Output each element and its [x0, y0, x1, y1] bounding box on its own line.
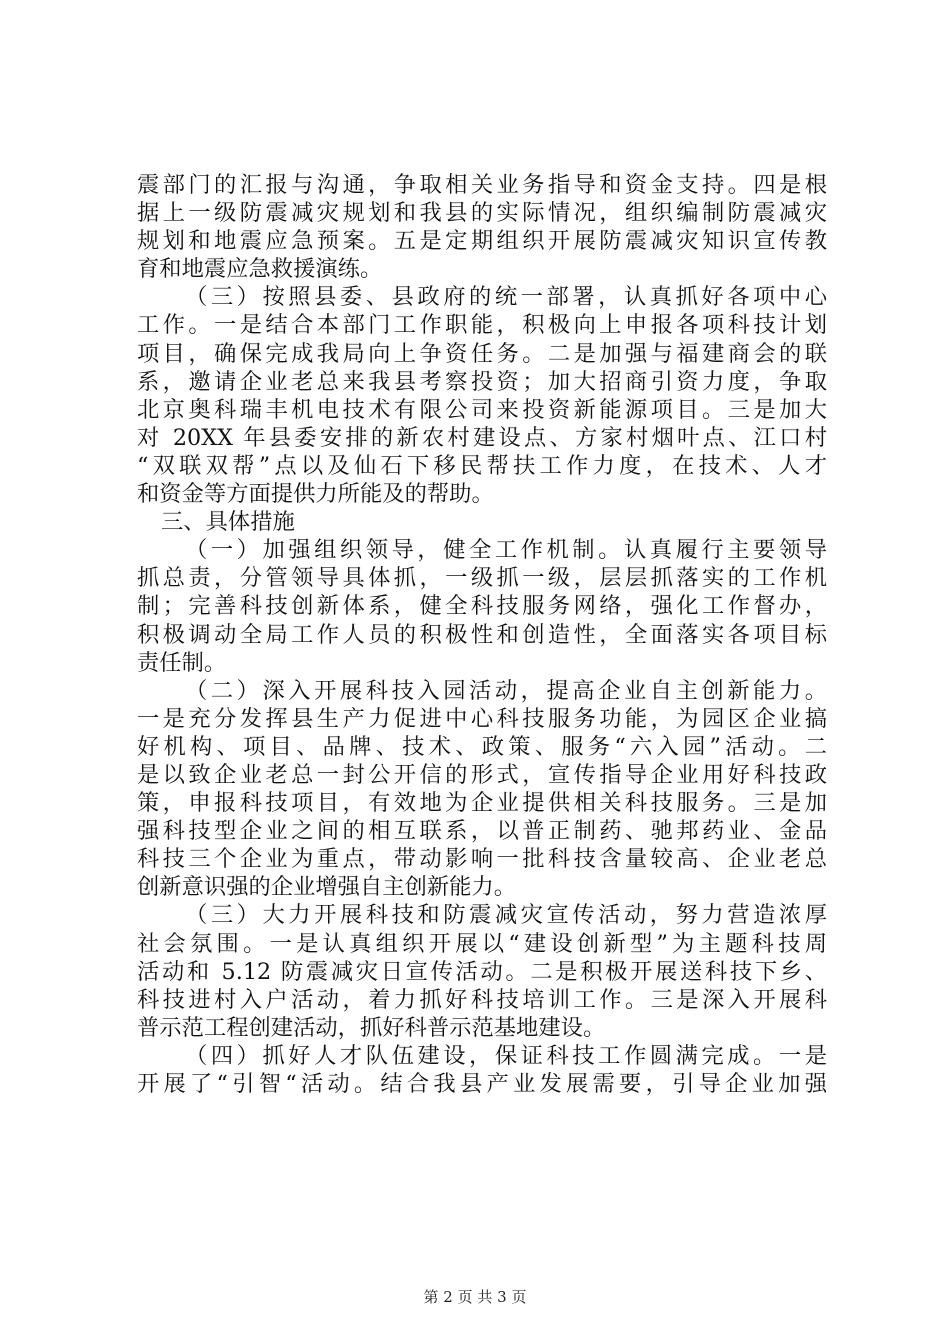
text-line: 工作。一是结合本部门工作职能，积极向上申报各项科技计划 — [137, 312, 827, 339]
text-line: 一是充分发挥县生产力促进中心科技服务功能，为园区企业搞 — [137, 705, 827, 732]
text-line: 震部门的汇报与沟通，争取相关业务指导和资金支持。四是根 — [137, 172, 827, 198]
text-line: 育和地震应急救援演练。 — [137, 256, 383, 283]
text-line: 开展了“引智“活动。结合我县产业发展需要，引导企业加强 — [137, 1071, 827, 1097]
text-line: “双联双帮”点以及仙石下移民帮扶工作力度，在技术、人才 — [137, 452, 827, 479]
text-line: 责任制。 — [137, 649, 227, 676]
text-line: 制；完善科技创新体系，健全科技服务网络，强化工作督办， — [137, 593, 827, 620]
text-line: 科技进村入户活动，着力抓好科技培训工作。三是深入开展科 — [137, 986, 827, 1013]
text-line: 创新意识强的企业增强自主创新能力。 — [137, 874, 517, 901]
text-line: 是以致企业老总一封公开信的形式，宣传指导企业用好科技政 — [137, 761, 827, 788]
text-line: 策，申报科技项目，有效地为企业提供相关科技服务。三是加 — [137, 790, 827, 817]
text-line: （一）加强组织领导，健全工作机制。认真履行主要领导 — [185, 537, 827, 564]
page-footer: 第 2 页 共 3 页 — [423, 1288, 527, 1306]
text-line: 三、具体措施 — [161, 509, 295, 536]
text-line: 和资金等方面提供力所能及的帮助。 — [137, 481, 494, 508]
text-line: 活动和 5.12 防震减灾日宣传活动。二是积极开展送科技下乡、 — [137, 958, 827, 985]
text-line: （三）大力开展科技和防震减灾宣传活动，努力营造浓厚 — [185, 902, 827, 929]
text-line: 科技三个企业为重点，带动影响一批科技含量较高、企业老总 — [137, 846, 827, 873]
text-line: 系，邀请企业老总来我县考察投资；加大招商引资力度，争取 — [137, 368, 827, 395]
text-line: 北京奥科瑞丰机电技术有限公司来投资新能源项目。三是加大 — [137, 396, 827, 423]
text-line: 抓总责，分管领导具体抓，一级抓一级，层层抓落实的工作机 — [137, 565, 827, 592]
text-line: 普示范工程创建活动，抓好科普示范基地建设。 — [137, 1014, 606, 1041]
document-body — [137, 171, 827, 1098]
text-line: 对 20XX 年县委安排的新农村建设点、方家村烟叶点、江口村 — [137, 424, 827, 451]
text-line: （三）按照县委、县政府的统一部署，认真抓好各项中心 — [185, 284, 827, 311]
text-line: 积极调动全局工作人员的积极性和创造性，全面落实各项目标 — [137, 621, 827, 648]
text-line: 项目，确保完成我局向上争资任务。二是加强与福建商会的联 — [137, 340, 827, 367]
text-line: 强科技型企业之间的相互联系，以普正制药、驰邦药业、金品 — [137, 818, 827, 845]
text-line: （四）抓好人才队伍建设，保证科技工作圆满完成。一是 — [185, 1042, 827, 1069]
text-line: 社会氛围。一是认真组织开展以“建设创新型”为主题科技周 — [137, 930, 827, 957]
text-line: 好机构、项目、品牌、技术、政策、服务“六入园”活动。二 — [137, 733, 827, 760]
text-line: 规划和地震应急预案。五是定期组织开展防震减灾知识宣传教 — [137, 228, 827, 255]
text-line: 据上一级防震减灾规划和我县的实际情况，组织编制防震减灾 — [137, 200, 827, 227]
text-line: （二）深入开展科技入园活动，提高企业自主创新能力。 — [185, 677, 827, 704]
